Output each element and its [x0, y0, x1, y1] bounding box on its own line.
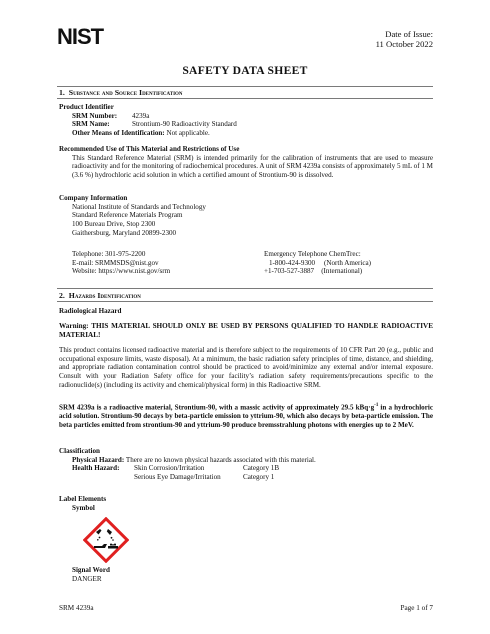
warning-text: Warning: THIS MATERIAL SHOULD ONLY BE USED BY PERSONS QUALIFIED TO HANDLE RADIOACTIVE MATERIAL! — [59, 322, 433, 339]
health-hazard-label: Health Hazard: — [72, 464, 120, 473]
website-link[interactable]: Website: https://www.nist.gov/srm — [72, 267, 171, 276]
srm-name-value: Strontium-90 Radioactivity Standard — [132, 120, 237, 129]
section1-heading — [59, 88, 183, 98]
signal-word-block — [59, 566, 433, 583]
activity-statement — [59, 403, 433, 429]
section-number: 1. — [59, 88, 65, 97]
contact-left — [72, 250, 252, 276]
recommended-use-text: This Standard Reference Material (SRM) is intended primarily for the calibration of instruments that are used to measure radioactivity and for the monitoring of radiochemical procedures. A unit of SRM 4239a consists of approximately 5 mL of 1 M (3.6 %) hydrochloric acid solution in which a certified amount of Strontium-90 is dissolved. — [72, 153, 433, 179]
section-title: Substance and Source Identification — [68, 88, 183, 97]
footer-page-number: Page 1 of 7 — [400, 604, 433, 612]
health-hazard-row — [72, 464, 433, 473]
activity-exponent: -1 — [374, 403, 379, 408]
company-information — [59, 194, 433, 237]
classification — [59, 447, 433, 482]
section-divider — [57, 98, 433, 99]
company-line: National Institute of Standards and Technology — [72, 202, 206, 211]
logo-text: NIST — [57, 26, 104, 46]
company-address — [72, 203, 433, 238]
health-hazard-category: Category 1B — [243, 464, 280, 473]
physical-hazard-row — [72, 456, 433, 465]
physical-hazard-value: There are no known physical hazards associated with this material. — [125, 455, 316, 464]
label-elements — [59, 495, 433, 512]
health-hazard-name: Skin Corrosion/Irritation — [134, 464, 205, 473]
recommended-use-heading: Recommended Use of This Material and Restrictions of Use — [59, 145, 240, 153]
section-number: 2. — [59, 291, 65, 300]
emergency-heading: Emergency Telephone ChemTrec: — [264, 250, 361, 258]
product-identifier-heading: Product Identifier — [59, 103, 114, 111]
page-title: SAFETY DATA SHEET — [182, 64, 308, 77]
emergency-phone: +1-703-527-3887 (International) — [264, 267, 363, 276]
section-divider — [57, 288, 433, 289]
signal-word-heading: Signal Word — [72, 566, 110, 574]
issue-date: 11 October 2022 — [375, 39, 433, 50]
health-hazard-name: Serious Eye Damage/Irritation — [134, 472, 221, 481]
corrosion-pictogram-icon — [83, 517, 129, 563]
company-heading: Company Information — [59, 194, 128, 202]
section-divider — [57, 86, 433, 87]
srm-name-row — [72, 120, 433, 129]
srm-number-value: 4239a — [132, 111, 150, 120]
recommended-use — [59, 145, 433, 180]
health-hazard-row — [72, 473, 433, 482]
email-link[interactable]: E-mail: SRMMSDS@nist.gov — [72, 258, 159, 267]
footer-left: SRM 4239a — [59, 604, 94, 612]
telephone: Telephone: 301-975-2200 — [72, 250, 146, 258]
emergency-phone: 1-800-424-9300 (North America) — [269, 258, 372, 267]
nist-logo — [57, 26, 127, 46]
product-identifier — [59, 103, 433, 138]
symbol-heading: Symbol — [72, 503, 95, 512]
section-divider — [57, 301, 433, 302]
srm-number-row — [72, 112, 433, 121]
other-means-label: Other Means of Identification: — [72, 129, 165, 138]
srm-name-label: SRM Name: — [72, 120, 110, 129]
radiological-hazard-heading — [59, 307, 433, 316]
srm-number-label: SRM Number: — [72, 111, 118, 120]
activity-text: SRM 4239a is a radioactive material, Strontium-90, with a massic activity of approximately 29.5 kBq·g — [59, 403, 375, 412]
activity-text-cont: in a hydrochloric acid solution. Strontium-90 decays by beta-particle emission to yttrium-90, which also decays by beta-particle emission. The beta particles emitted from strontium-90 and yttrium-90 produce bremsstrahlung photons with energies up to 2 MeV. — [59, 403, 433, 429]
contact-right — [264, 250, 434, 276]
other-means-value: Not applicable. — [166, 129, 210, 138]
section-title: Hazards Identification — [68, 291, 141, 300]
label-elements-heading: Label Elements — [59, 495, 107, 503]
issue-label: Date of Issue: — [385, 29, 433, 39]
physical-hazard-label: Physical Hazard: — [72, 455, 125, 464]
other-means-row — [72, 129, 433, 138]
section2-heading — [59, 291, 141, 301]
license-text: This product contains licensed radioactive material and is therefore subject to the requirements of 10 CFR Part 20 (e.g., public and occupational exposure limits, waste disposal). At a minimum, the basic radiation safety principles of time, distance, and shielding, and appropriate radiation contamination control should be practiced to avoid/minimize any external and/or internal exposure. Consult with your Radiation Safety office for your facility’s radiation safety requirements/precautions specific to the radionuclide(s) (including its activity and chemical/physical form) in this Radioactive SRM. — [59, 346, 433, 389]
signal-word: DANGER — [72, 574, 102, 583]
issue-date-block — [376, 29, 433, 50]
company-line: Gaithersburg, Maryland 20899-2300 — [72, 228, 177, 237]
classification-heading: Classification — [59, 447, 100, 455]
company-line: 100 Bureau Drive, Stop 2300 — [72, 219, 156, 228]
company-line: Standard Reference Materials Program — [72, 211, 183, 220]
health-hazard-category: Category 1 — [243, 472, 275, 481]
radiological-heading-text: Radiological Hazard — [59, 307, 122, 315]
